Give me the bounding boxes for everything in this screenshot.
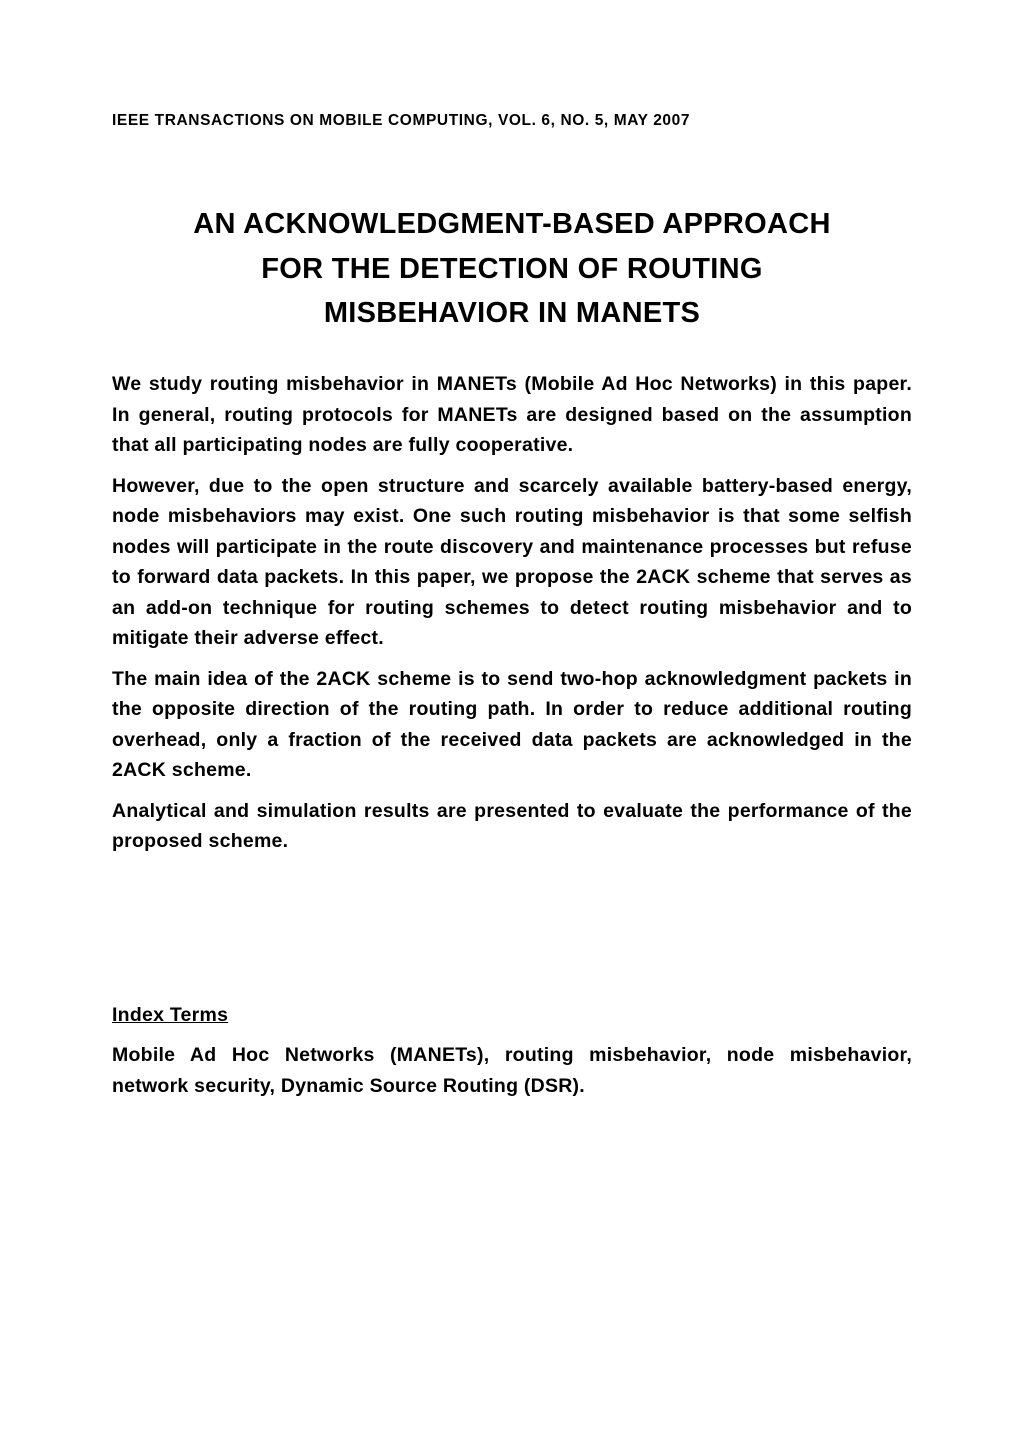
abstract-paragraph: The main idea of the 2ACK scheme is to send two-hop acknowledgment packets in the opposite direction of the routing path. In order to reduce additional routing overhead, only a fraction of the received data packets are acknowledged in the 2ACK scheme.: [112, 667, 912, 781]
abstract-paragraph: We study routing misbehavior in MANETs (Mobile Ad Hoc Networks) in this paper. In general, routing protocols for MANETs are designed based on the assumption that all participating nodes are fully cooperative.: [112, 373, 912, 456]
abstract: [112, 369, 912, 867]
journal-header: IEEE TRANSACTIONS ON MOBILE COMPUTING, VOL. 6, NO. 5, MAY 2007: [112, 112, 691, 129]
paper-title: [112, 202, 912, 336]
abstract-paragraph: Analytical and simulation results are presented to evaluate the performance of the proposed scheme.: [112, 799, 912, 852]
title-line: FOR THE DETECTION OF ROUTING: [261, 252, 763, 285]
index-terms-heading: Index Terms: [112, 1004, 229, 1026]
index-terms-text: Mobile Ad Hoc Networks (MANETs), routing misbehavior, node misbehavior, network security, Dynamic Source Routing (DSR).: [112, 1044, 912, 1097]
title-line: AN ACKNOWLEDGMENT-BASED APPROACH: [193, 208, 831, 240]
title-line: MISBEHAVIOR IN MANETS: [323, 297, 701, 329]
abstract-paragraph: However, due to the open structure and scarcely available battery-based energy, node misbehaviors may exist. One such routing misbehavior is that some selfish nodes will participate in the route discovery and maintenance processes but refuse to forward data packets. In this paper, we propose the 2ACK scheme that serves as an add-on technique for routing schemes to detect routing misbehavior and to mitigate their adverse effect.: [112, 474, 912, 649]
